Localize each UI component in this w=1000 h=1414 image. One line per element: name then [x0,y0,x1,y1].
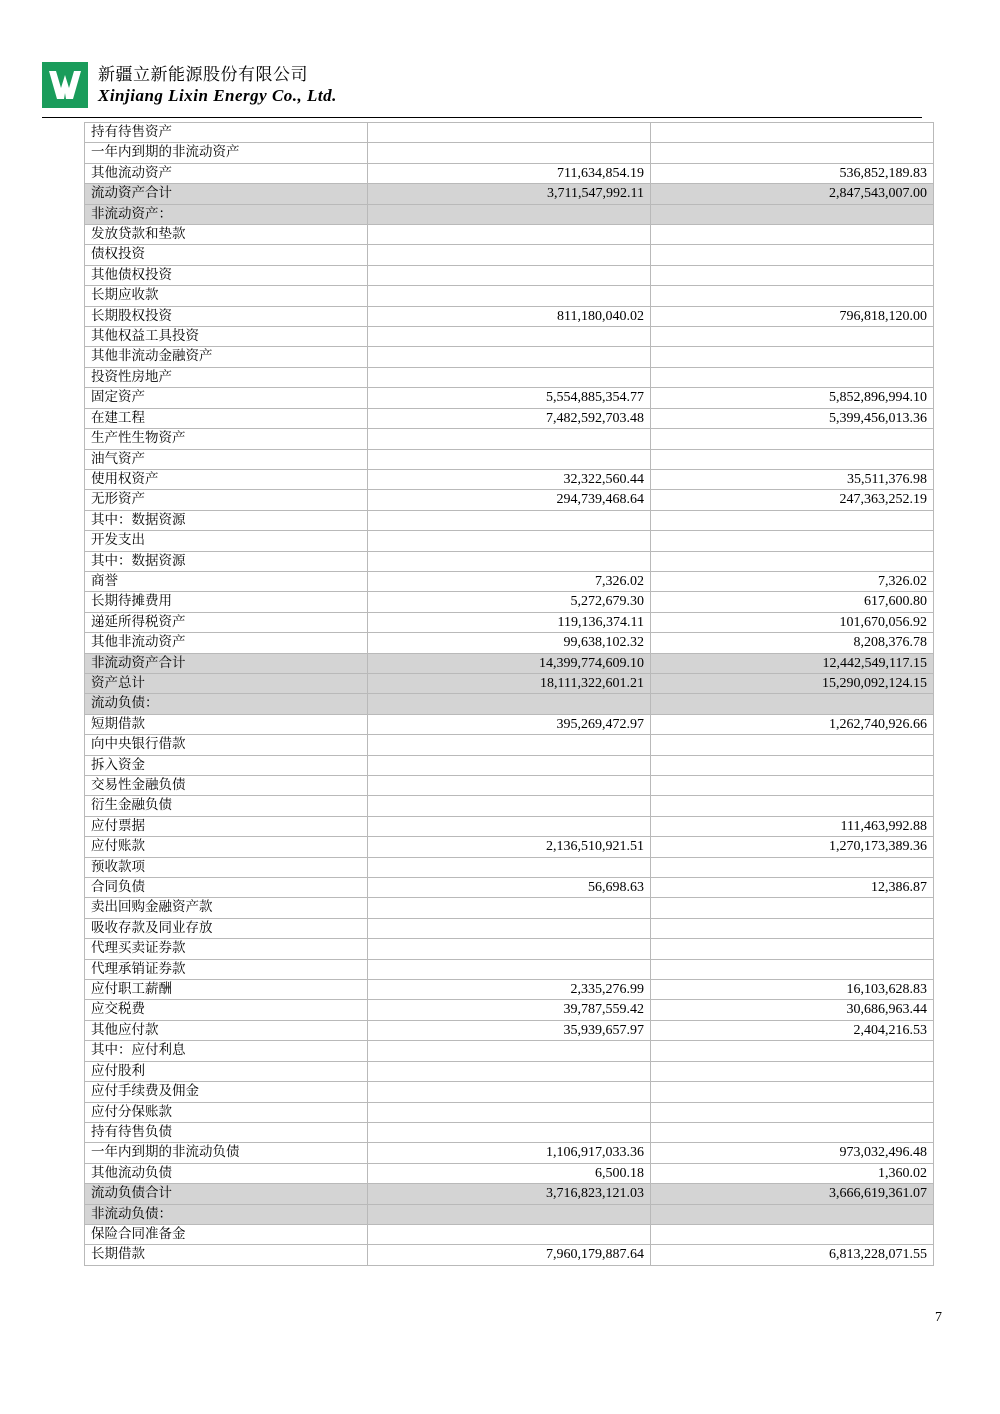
row-value-current [368,327,651,347]
row-label: 拆入资金 [85,755,368,775]
row-value-prior [651,776,934,796]
row-value-current: 1,106,917,033.36 [368,1143,651,1163]
row-value-prior: 536,852,189.83 [651,163,934,183]
table-row [85,653,934,673]
row-value-current [368,531,651,551]
row-value-current [368,204,651,224]
row-value-current: 711,634,854.19 [368,163,651,183]
row-label: 长期应收款 [85,286,368,306]
row-label: 非流动资产： [85,204,368,224]
row-value-prior [651,1122,934,1142]
table-row [85,531,934,551]
row-label: 吸收存款及同业存放 [85,918,368,938]
table-body [85,123,934,1266]
row-value-current [368,367,651,387]
company-name-en: Xinjiang Lixin Energy Co., Ltd. [98,86,337,105]
row-label: 在建工程 [85,408,368,428]
row-value-current [368,347,651,367]
row-value-prior [651,265,934,285]
row-label: 短期借款 [85,714,368,734]
row-label: 固定资产 [85,388,368,408]
row-label: 保险合同准备金 [85,1224,368,1244]
row-label: 一年内到期的非流动负债 [85,1143,368,1163]
row-label: 其他权益工具投资 [85,327,368,347]
row-label: 其他非流动资产 [85,633,368,653]
row-label: 其他非流动金融资产 [85,347,368,367]
row-label: 其他应付款 [85,1020,368,1040]
row-value-current [368,816,651,836]
row-value-prior: 5,399,456,013.36 [651,408,934,428]
row-label: 持有待售资产 [85,123,368,143]
row-label: 其中：数据资源 [85,551,368,571]
row-label: 长期借款 [85,1245,368,1265]
row-value-current [368,551,651,571]
row-label: 其中：数据资源 [85,510,368,530]
row-value-current: 811,180,040.02 [368,306,651,326]
row-value-current: 56,698.63 [368,878,651,898]
row-value-current [368,918,651,938]
row-value-current [368,735,651,755]
table-row [85,673,934,693]
company-name-cn: 新疆立新能源股份有限公司 [98,65,308,85]
row-value-current [368,694,651,714]
row-label: 其中：应付利息 [85,1041,368,1061]
row-label: 非流动资产合计 [85,653,368,673]
row-value-current: 35,939,657.97 [368,1020,651,1040]
row-value-prior [651,204,934,224]
row-value-prior: 6,813,228,071.55 [651,1245,934,1265]
table-row [85,1204,934,1224]
row-value-current [368,286,651,306]
table-row [85,796,934,816]
table-row [85,694,934,714]
row-value-prior: 1,270,173,389.36 [651,837,934,857]
table-row [85,490,934,510]
table-row [85,959,934,979]
row-value-prior: 8,208,376.78 [651,633,934,653]
row-value-current: 119,136,374.11 [368,612,651,632]
row-value-current [368,959,651,979]
table-row [85,429,934,449]
row-value-current [368,123,651,143]
table-row [85,1224,934,1244]
table-row [85,327,934,347]
table-row [85,388,934,408]
row-label: 长期股权投资 [85,306,368,326]
row-label: 发放贷款和垫款 [85,225,368,245]
table-row [85,245,934,265]
row-value-prior: 2,847,543,007.00 [651,184,934,204]
row-label: 递延所得税资产 [85,612,368,632]
row-value-prior [651,1224,934,1244]
row-label: 应付手续费及佣金 [85,1082,368,1102]
table-row [85,449,934,469]
table-row [85,1000,934,1020]
row-value-current: 5,554,885,354.77 [368,388,651,408]
row-value-current [368,245,651,265]
row-label: 应付股利 [85,1061,368,1081]
row-value-current: 14,399,774,609.10 [368,653,651,673]
table-row [85,1143,934,1163]
table-row [85,898,934,918]
row-value-current: 18,111,322,601.21 [368,673,651,693]
row-value-prior: 12,442,549,117.15 [651,653,934,673]
row-value-prior [651,367,934,387]
row-value-prior [651,694,934,714]
page-header [42,60,922,122]
row-value-prior: 2,404,216.53 [651,1020,934,1040]
row-value-prior [651,245,934,265]
table-row [85,1102,934,1122]
row-value-current [368,898,651,918]
table-row [85,306,934,326]
row-label: 油气资产 [85,449,368,469]
row-label: 应付账款 [85,837,368,857]
table-row [85,1122,934,1142]
row-value-prior: 1,360.02 [651,1163,934,1183]
row-label: 应交税费 [85,1000,368,1020]
row-value-current [368,1224,651,1244]
row-value-current [368,939,651,959]
row-label: 其他流动负债 [85,1163,368,1183]
row-value-prior: 30,686,963.44 [651,1000,934,1020]
table-row [85,735,934,755]
row-value-current [368,1122,651,1142]
row-label: 代理买卖证券款 [85,939,368,959]
row-value-prior [651,755,934,775]
row-value-prior [651,429,934,449]
row-value-prior: 16,103,628.83 [651,980,934,1000]
row-value-current: 294,739,468.64 [368,490,651,510]
row-value-prior [651,857,934,877]
row-value-prior [651,1061,934,1081]
row-value-current: 7,482,592,703.48 [368,408,651,428]
row-value-current: 3,716,823,121.03 [368,1184,651,1204]
table-row [85,225,934,245]
row-label: 流动负债： [85,694,368,714]
row-value-current [368,143,651,163]
table-row [85,163,934,183]
table-row [85,204,934,224]
row-value-current: 99,638,102.32 [368,633,651,653]
row-value-current [368,449,651,469]
table-row [85,1061,934,1081]
row-value-prior: 247,363,252.19 [651,490,934,510]
row-value-current [368,796,651,816]
table-row [85,551,934,571]
row-value-prior: 15,290,092,124.15 [651,673,934,693]
row-value-current [368,429,651,449]
row-label: 一年内到期的非流动资产 [85,143,368,163]
row-value-prior [651,551,934,571]
row-label: 长期待摊费用 [85,592,368,612]
table-row [85,816,934,836]
row-value-prior [651,796,934,816]
row-value-prior: 35,511,376.98 [651,469,934,489]
row-value-prior [651,123,934,143]
table-row [85,939,934,959]
row-value-prior: 5,852,896,994.10 [651,388,934,408]
table-row [85,714,934,734]
table-row [85,265,934,285]
row-value-current: 39,787,559.42 [368,1000,651,1020]
table-row [85,469,934,489]
table-row [85,367,934,387]
table-row [85,1184,934,1204]
row-label: 债权投资 [85,245,368,265]
row-label: 开发支出 [85,531,368,551]
row-value-prior: 7,326.02 [651,571,934,591]
row-label: 生产性生物资产 [85,429,368,449]
row-value-current [368,1204,651,1224]
table-row [85,1245,934,1265]
table-row [85,1082,934,1102]
table-row [85,1020,934,1040]
row-value-prior: 3,666,619,361.07 [651,1184,934,1204]
row-label: 合同负债 [85,878,368,898]
row-label: 其他债权投资 [85,265,368,285]
table-row [85,143,934,163]
table-row [85,184,934,204]
row-value-prior [651,959,934,979]
table-row [85,510,934,530]
row-value-prior [651,510,934,530]
row-value-prior [651,1204,934,1224]
table-row [85,571,934,591]
row-label: 预收款项 [85,857,368,877]
table-row [85,408,934,428]
row-value-prior: 617,600.80 [651,592,934,612]
row-value-current: 6,500.18 [368,1163,651,1183]
row-value-prior [651,286,934,306]
table-row [85,857,934,877]
row-value-prior: 12,386.87 [651,878,934,898]
row-value-prior [651,1082,934,1102]
row-label: 资产总计 [85,673,368,693]
table-row [85,1041,934,1061]
row-label: 其他流动资产 [85,163,368,183]
page-number: 7 [935,1310,942,1325]
row-value-current [368,755,651,775]
row-value-prior [651,449,934,469]
row-value-prior: 101,670,056.92 [651,612,934,632]
row-value-prior [651,1102,934,1122]
table-row [85,286,934,306]
balance-sheet-table [84,122,927,1266]
row-value-current: 32,322,560.44 [368,469,651,489]
row-value-current: 3,711,547,992.11 [368,184,651,204]
row-label: 卖出回购金融资产款 [85,898,368,918]
row-label: 应付职工薪酬 [85,980,368,1000]
row-value-prior [651,327,934,347]
table-row [85,633,934,653]
row-label: 交易性金融负债 [85,776,368,796]
table-row [85,592,934,612]
row-value-current [368,510,651,530]
row-label: 商誉 [85,571,368,591]
row-value-prior [651,347,934,367]
row-label: 应付票据 [85,816,368,836]
row-value-current [368,1082,651,1102]
table-row [85,123,934,143]
row-value-current: 2,335,276.99 [368,980,651,1000]
row-value-current: 7,326.02 [368,571,651,591]
row-value-current: 7,960,179,887.64 [368,1245,651,1265]
company-logo-icon [42,62,88,108]
row-value-current [368,265,651,285]
row-value-current [368,1102,651,1122]
row-value-current [368,857,651,877]
row-label: 无形资产 [85,490,368,510]
row-value-prior [651,143,934,163]
row-label: 持有待售负债 [85,1122,368,1142]
table-row [85,347,934,367]
row-label: 向中央银行借款 [85,735,368,755]
table-row [85,878,934,898]
table-row [85,612,934,632]
row-label: 非流动负债： [85,1204,368,1224]
row-label: 代理承销证券款 [85,959,368,979]
row-value-prior: 973,032,496.48 [651,1143,934,1163]
row-label: 流动资产合计 [85,184,368,204]
row-value-prior [651,225,934,245]
row-value-prior: 111,463,992.88 [651,816,934,836]
row-label: 使用权资产 [85,469,368,489]
row-value-current: 395,269,472.97 [368,714,651,734]
table-row [85,918,934,938]
table-row [85,837,934,857]
row-value-prior [651,531,934,551]
header-divider [42,117,922,118]
row-label: 流动负债合计 [85,1184,368,1204]
row-value-current [368,225,651,245]
row-value-prior [651,939,934,959]
row-value-prior [651,735,934,755]
row-value-current [368,1061,651,1081]
row-value-prior [651,918,934,938]
row-label: 衍生金融负债 [85,796,368,816]
row-value-current [368,1041,651,1061]
row-value-current: 5,272,679.30 [368,592,651,612]
row-value-current [368,776,651,796]
table-row [85,755,934,775]
row-value-prior: 1,262,740,926.66 [651,714,934,734]
row-value-prior: 796,818,120.00 [651,306,934,326]
row-value-prior [651,1041,934,1061]
table-row [85,776,934,796]
row-label: 投资性房地产 [85,367,368,387]
table-row [85,980,934,1000]
row-label: 应付分保账款 [85,1102,368,1122]
row-value-prior [651,898,934,918]
row-value-current: 2,136,510,921.51 [368,837,651,857]
table-row [85,1163,934,1183]
